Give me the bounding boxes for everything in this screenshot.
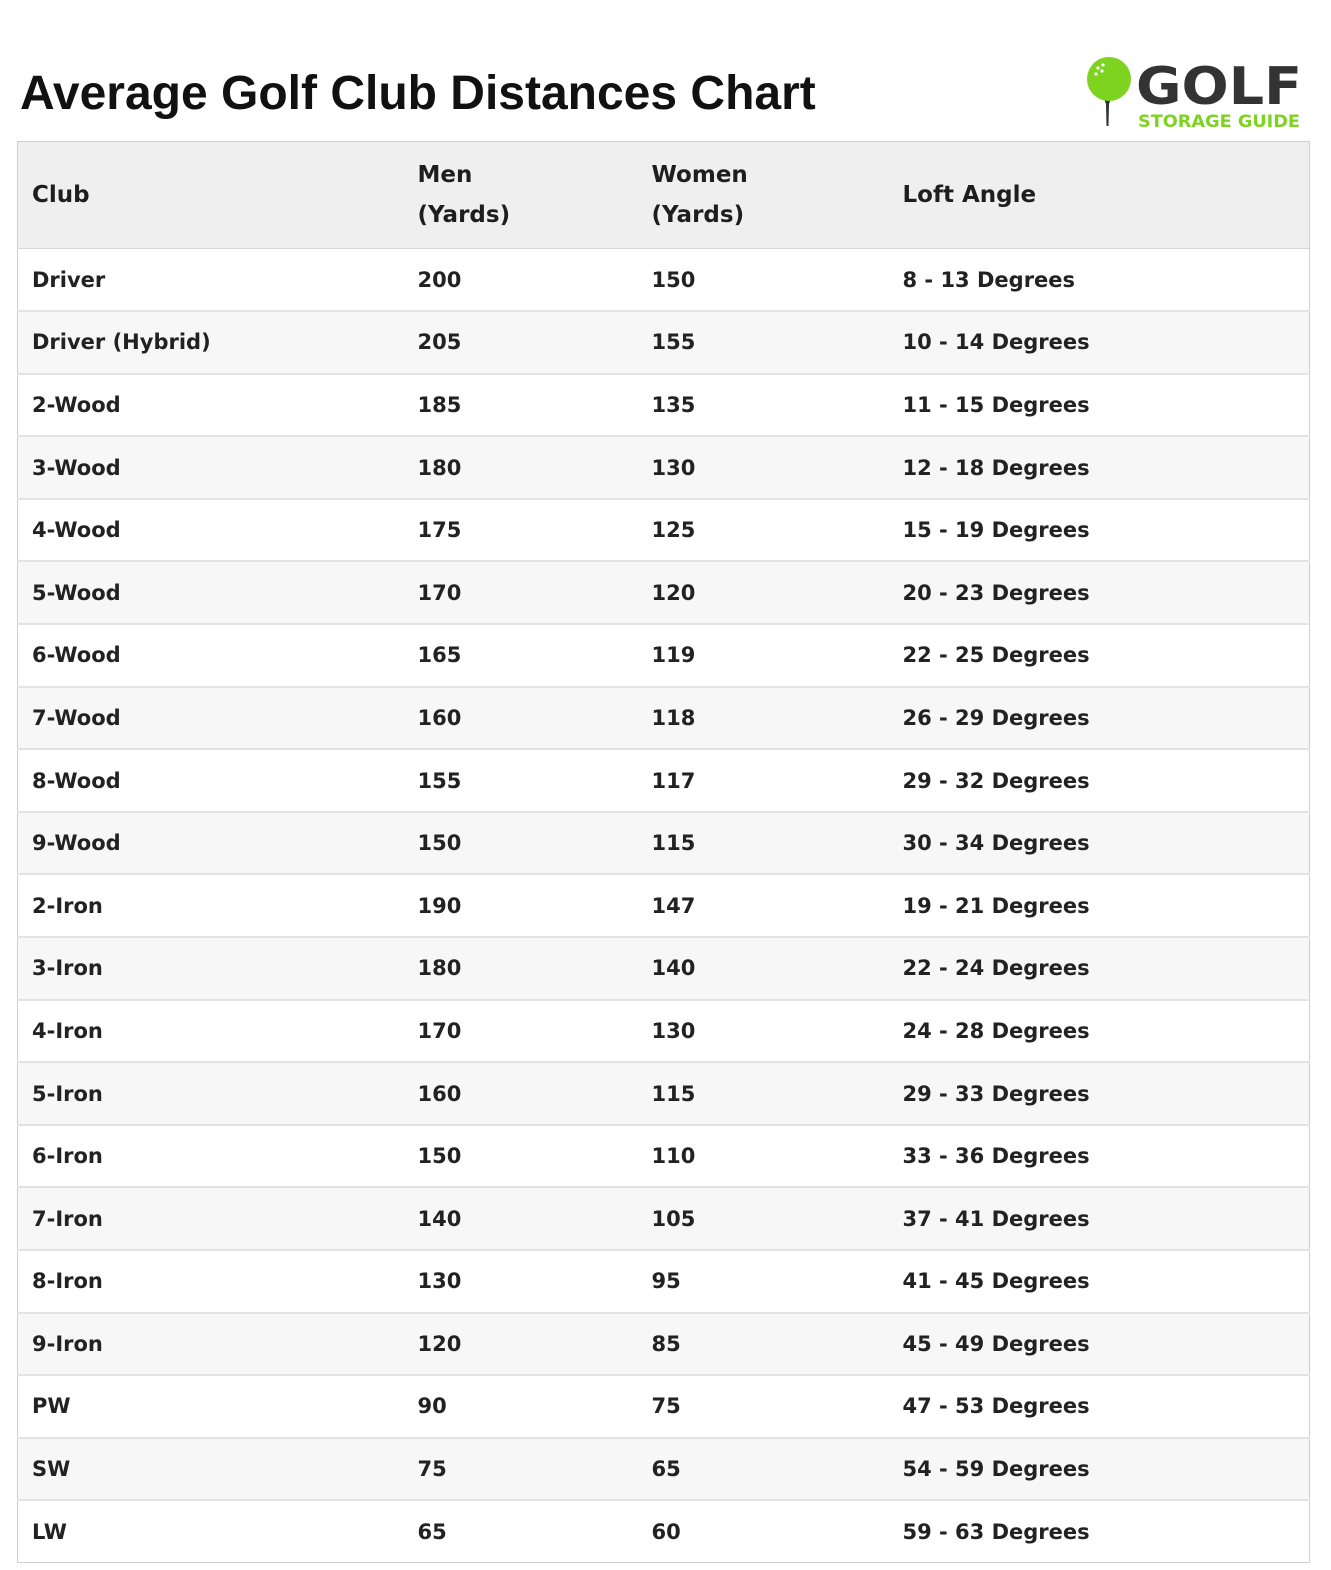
table-row — [18, 687, 1310, 750]
table-row — [18, 1438, 1310, 1501]
loft-angle-cell: 15 - 19 Degrees — [889, 499, 1310, 562]
women-yards-cell: 60 — [638, 1500, 889, 1563]
women-yards-cell: 135 — [638, 374, 889, 437]
men-yards-cell: 65 — [404, 1500, 638, 1563]
header-club: Club — [18, 142, 404, 249]
table-row — [18, 937, 1310, 1000]
header-loft-angle: Loft Angle — [889, 142, 1310, 249]
table-row — [18, 436, 1310, 499]
women-yards-cell: 155 — [638, 311, 889, 374]
table-row — [18, 311, 1310, 374]
table-row — [18, 1062, 1310, 1125]
club-cell: 9-Iron — [18, 1313, 404, 1376]
men-yards-cell: 150 — [404, 812, 638, 875]
loft-angle-cell: 59 - 63 Degrees — [889, 1500, 1310, 1563]
club-cell: Driver (Hybrid) — [18, 311, 404, 374]
loft-angle-cell: 10 - 14 Degrees — [889, 311, 1310, 374]
club-cell: 2-Wood — [18, 374, 404, 437]
page-title: Average Golf Club Distances Chart — [20, 67, 816, 120]
loft-angle-cell: 12 - 18 Degrees — [889, 436, 1310, 499]
club-cell: 6-Wood — [18, 624, 404, 687]
men-yards-cell: 75 — [404, 1438, 638, 1501]
men-yards-cell: 170 — [404, 561, 638, 624]
club-cell: 4-Wood — [18, 499, 404, 562]
women-yards-cell: 118 — [638, 687, 889, 750]
loft-angle-cell: 29 - 33 Degrees — [889, 1062, 1310, 1125]
women-yards-cell: 85 — [638, 1313, 889, 1376]
club-cell: 8-Wood — [18, 749, 404, 812]
men-yards-cell: 160 — [404, 687, 638, 750]
club-cell: 3-Wood — [18, 436, 404, 499]
women-yards-cell: 117 — [638, 749, 889, 812]
club-cell: 6-Iron — [18, 1125, 404, 1188]
women-yards-cell: 95 — [638, 1250, 889, 1313]
table-row — [18, 561, 1310, 624]
men-yards-cell: 205 — [404, 311, 638, 374]
table-row — [18, 1313, 1310, 1376]
table-header-row — [18, 142, 1310, 249]
loft-angle-cell: 47 - 53 Degrees — [889, 1375, 1310, 1438]
table-row — [18, 1500, 1310, 1563]
club-cell: 3-Iron — [18, 937, 404, 1000]
table-row — [18, 1000, 1310, 1063]
loft-angle-cell: 26 - 29 Degrees — [889, 687, 1310, 750]
club-cell: Driver — [32, 267, 106, 292]
logo-wordmark: GOLF — [1136, 57, 1302, 117]
table-row — [18, 1250, 1310, 1313]
women-yards-cell: 110 — [638, 1125, 889, 1188]
club-cell: 4-Iron — [18, 1000, 404, 1063]
loft-angle-cell: 8 - 13 Degrees — [902, 267, 1076, 292]
club-cell: 7-Wood — [18, 687, 404, 750]
loft-angle-cell: 24 - 28 Degrees — [889, 1000, 1310, 1063]
club-cell: LW — [18, 1500, 404, 1563]
club-cell: 2-Iron — [18, 874, 404, 937]
loft-angle-cell: 41 - 45 Degrees — [889, 1250, 1310, 1313]
table-row — [18, 1375, 1310, 1438]
men-yards-cell: 180 — [404, 436, 638, 499]
men-yards-cell: 175 — [404, 499, 638, 562]
table-row — [18, 812, 1310, 875]
men-yards-cell: 130 — [404, 1250, 638, 1313]
women-yards-cell: 130 — [638, 1000, 889, 1063]
women-yards-cell: 65 — [638, 1438, 889, 1501]
club-cell: 8-Iron — [18, 1250, 404, 1313]
women-yards-cell: 115 — [638, 1062, 889, 1125]
women-yards-cell: 119 — [638, 624, 889, 687]
men-yards-cell: 140 — [404, 1187, 638, 1250]
men-yards-cell: 160 — [404, 1062, 638, 1125]
men-yards-cell: 90 — [404, 1375, 638, 1438]
table-row — [18, 499, 1310, 562]
club-cell: PW — [18, 1375, 404, 1438]
men-yards-cell: 170 — [404, 1000, 638, 1063]
table-row — [18, 374, 1310, 437]
men-yards-cell: 190 — [404, 874, 638, 937]
logo-tagline: STORAGE GUIDE — [1138, 112, 1300, 132]
loft-angle-cell: 29 - 32 Degrees — [889, 749, 1310, 812]
loft-angle-cell: 37 - 41 Degrees — [889, 1187, 1310, 1250]
men-yards-cell: 155 — [404, 749, 638, 812]
women-yards-cell: 150 — [651, 267, 696, 292]
women-yards-cell: 140 — [638, 937, 889, 1000]
header-women-yards: Women (Yards) — [638, 142, 889, 249]
men-yards-cell: 165 — [404, 624, 638, 687]
women-yards-cell: 120 — [638, 561, 889, 624]
table-row — [18, 749, 1310, 812]
club-cell: 5-Wood — [18, 561, 404, 624]
loft-angle-cell: 22 - 24 Degrees — [889, 937, 1310, 1000]
loft-angle-cell: 19 - 21 Degrees — [889, 874, 1310, 937]
table-body — [18, 249, 1310, 1563]
table-row — [18, 1187, 1310, 1250]
men-yards-cell: 185 — [404, 374, 638, 437]
header-men-yards: Men (Yards) — [404, 142, 638, 249]
loft-angle-cell: 30 - 34 Degrees — [889, 812, 1310, 875]
golf-storage-guide-logo — [1084, 54, 1304, 132]
club-cell: SW — [18, 1438, 404, 1501]
women-yards-cell: 130 — [638, 436, 889, 499]
men-yards-cell: 120 — [404, 1313, 638, 1376]
table-row — [18, 249, 1310, 312]
men-yards-cell: 200 — [417, 267, 462, 292]
club-cell: 9-Wood — [18, 812, 404, 875]
club-cell: 7-Iron — [18, 1187, 404, 1250]
table-row — [18, 624, 1310, 687]
loft-angle-cell: 22 - 25 Degrees — [889, 624, 1310, 687]
loft-angle-cell: 33 - 36 Degrees — [889, 1125, 1310, 1188]
loft-angle-cell: 54 - 59 Degrees — [889, 1438, 1310, 1501]
loft-angle-cell: 45 - 49 Degrees — [889, 1313, 1310, 1376]
men-yards-cell: 180 — [404, 937, 638, 1000]
women-yards-cell: 75 — [638, 1375, 889, 1438]
club-cell: 5-Iron — [18, 1062, 404, 1125]
women-yards-cell: 105 — [638, 1187, 889, 1250]
golf-ball-on-tee-icon — [1087, 57, 1131, 126]
women-yards-cell: 125 — [638, 499, 889, 562]
women-yards-cell: 147 — [638, 874, 889, 937]
loft-angle-cell: 11 - 15 Degrees — [889, 374, 1310, 437]
table-row — [18, 874, 1310, 937]
women-yards-cell: 115 — [638, 812, 889, 875]
loft-angle-cell: 20 - 23 Degrees — [889, 561, 1310, 624]
men-yards-cell: 150 — [404, 1125, 638, 1188]
table-row — [18, 1125, 1310, 1188]
distances-table — [17, 141, 1310, 1563]
